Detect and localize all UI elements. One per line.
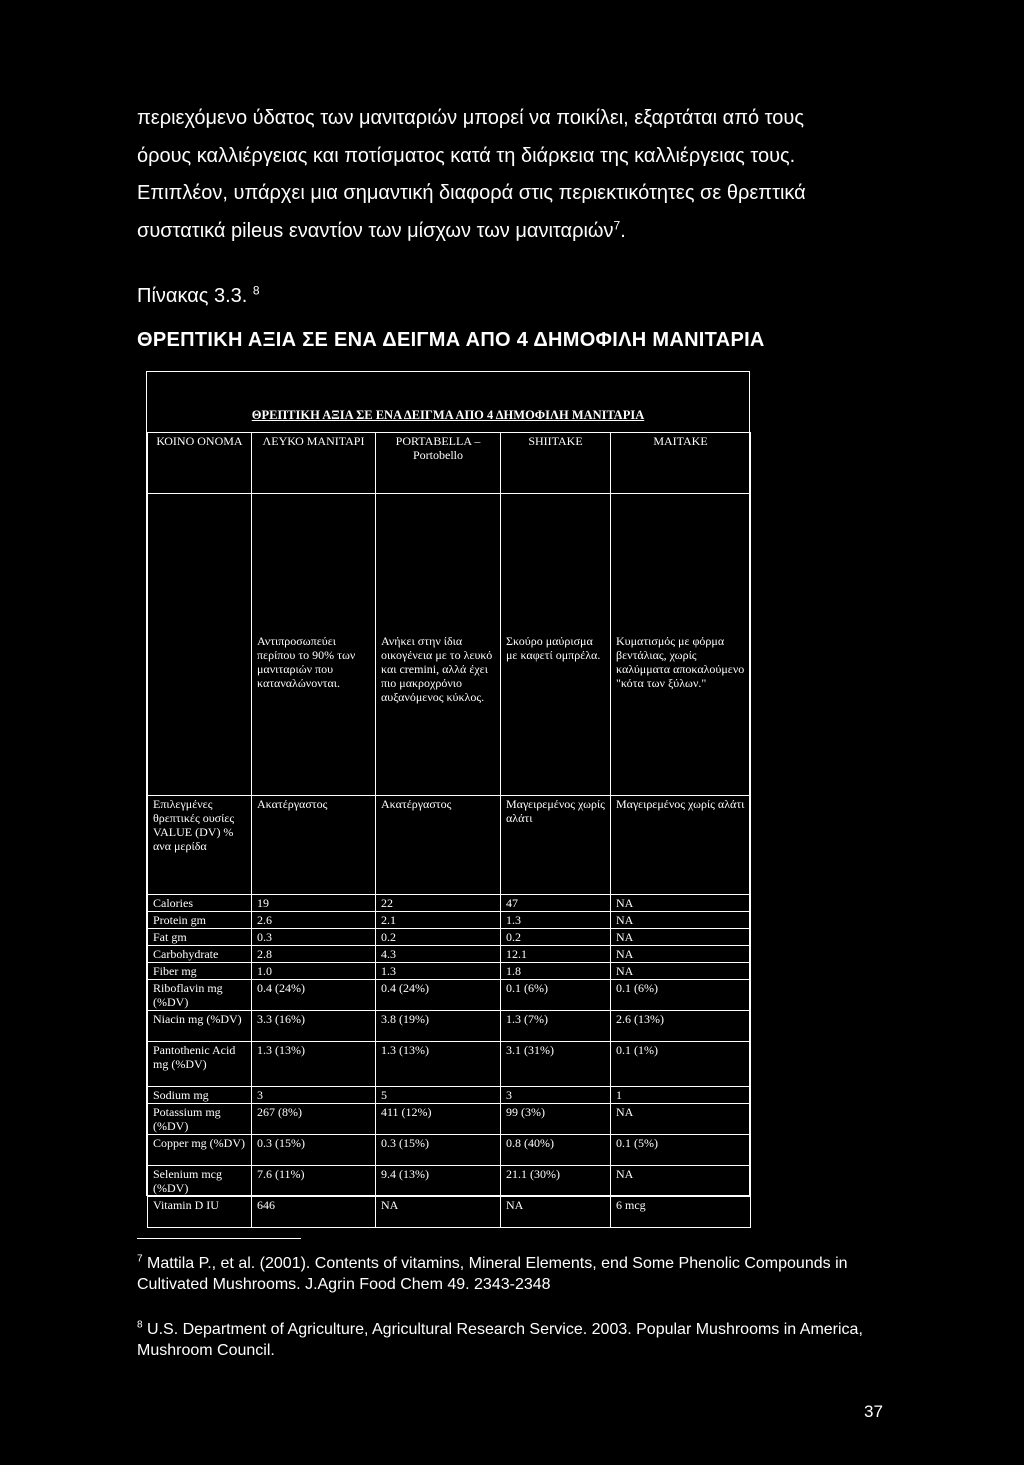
table-title: ΘΡΕΠΤΙΚΗ ΑΞΙΑ ΣΕ ΕΝΑ ΔΕΙΓΜΑ ΑΠΟ 4 ΔΗΜΟΦΙΛΗ ΜΑΝΙΤΑΡΙΑ	[137, 329, 765, 351]
description-cell: Σκούρο μαύρισμα με καφετί ομπρέλα.	[501, 494, 611, 796]
nutrient-name-cell: Protein gm	[148, 912, 252, 929]
value-cell: 0.1 (5%)	[611, 1135, 751, 1166]
paragraph-line: συστατικά pileus εναντίον των μίσχων των μανιταριών	[137, 219, 614, 242]
header-cell: ΚΟΙΝΟ ΟΝΟΜΑ	[148, 433, 252, 494]
value-cell: 5	[376, 1087, 501, 1104]
table-row	[148, 1087, 751, 1104]
paragraph-last-line	[137, 213, 897, 251]
footnote-ref-8[interactable]: 8	[252, 283, 260, 298]
paragraph-line: Επιπλέον, υπάρχει μια σημαντική διαφορά στις περιεκτικότητες σε θρεπτικά	[137, 182, 806, 204]
nutrient-name-cell: Carbohydrate	[148, 946, 252, 963]
description-cell: Κυματισμός με φόρμα βεντάλιας, χωρίς καλύμματα αποκαλούμενο "κότα των ξύλων."	[611, 494, 751, 796]
table-label	[137, 285, 260, 308]
processing-cell: Ακατέργαστος	[252, 796, 376, 895]
value-cell: 6 mcg	[611, 1197, 751, 1228]
value-cell: 1.3 (13%)	[376, 1042, 501, 1087]
footnote-marker: 7	[137, 1253, 143, 1265]
value-cell: 3.8 (19%)	[376, 1011, 501, 1042]
value-cell: 1.3	[501, 912, 611, 929]
nutrient-name-cell: Sodium mg	[148, 1087, 252, 1104]
value-cell: 1.3 (7%)	[501, 1011, 611, 1042]
value-cell: 0.3	[252, 929, 376, 946]
table-row	[148, 912, 751, 929]
value-cell: 1.0	[252, 963, 376, 980]
description-cell	[148, 494, 252, 796]
value-cell: 0.4 (24%)	[376, 980, 501, 1011]
value-cell: NA	[376, 1197, 501, 1228]
value-cell: 0.3 (15%)	[252, 1135, 376, 1166]
paragraph-line: περιεχόμενο ύδατος των μανιταριών μπορεί να ποικίλει, εξαρτάται από τους	[137, 107, 804, 129]
table-row	[148, 1135, 751, 1166]
value-cell: 3	[252, 1087, 376, 1104]
value-cell: 0.2	[501, 929, 611, 946]
value-cell: 3.1 (31%)	[501, 1042, 611, 1087]
nutrient-name-cell: Copper mg (%DV)	[148, 1135, 252, 1166]
value-cell: 47	[501, 895, 611, 912]
value-cell: NA	[611, 1166, 751, 1197]
value-cell: NA	[611, 963, 751, 980]
value-cell: NA	[611, 895, 751, 912]
value-cell: 646	[252, 1197, 376, 1228]
value-cell: 1	[611, 1087, 751, 1104]
nutrient-name-cell: Potassium mg (%DV)	[148, 1104, 252, 1135]
nutrient-name-cell: Niacin mg (%DV)	[148, 1011, 252, 1042]
value-cell: NA	[611, 929, 751, 946]
table-row	[148, 895, 751, 912]
value-cell: 21.1 (30%)	[501, 1166, 611, 1197]
value-cell: 7.6 (11%)	[252, 1166, 376, 1197]
value-cell: 0.1 (6%)	[611, 980, 751, 1011]
value-cell: 411 (12%)	[376, 1104, 501, 1135]
footnote-divider	[137, 1238, 301, 1239]
body-paragraph	[137, 100, 897, 250]
nutrition-table-image	[146, 371, 750, 1212]
nutrient-name-cell: Vitamin D IU	[148, 1197, 252, 1228]
value-cell: 2.6 (13%)	[611, 1011, 751, 1042]
processing-cell: Ακατέργαστος	[376, 796, 501, 895]
nutrient-name-cell: Calories	[148, 895, 252, 912]
value-cell: 2.1	[376, 912, 501, 929]
nutrient-name-cell: Riboflavin mg (%DV)	[148, 980, 252, 1011]
value-cell: 22	[376, 895, 501, 912]
footnote-7	[137, 1254, 897, 1295]
header-cell: MAITAKE	[611, 433, 751, 494]
paragraph-line: όρους καλλιέργειας και ποτίσματος κατά τη διάρκεια της καλλιέργειας τους.	[137, 144, 796, 167]
table-row	[148, 963, 751, 980]
footnote-ref-7[interactable]: 7	[613, 217, 621, 232]
table-row	[148, 1042, 751, 1087]
value-cell: 1.8	[501, 963, 611, 980]
value-cell: 0.8 (40%)	[501, 1135, 611, 1166]
processing-cell: Μαγειρεμένος χωρίς αλάτι	[501, 796, 611, 895]
value-cell: 0.1 (1%)	[611, 1042, 751, 1087]
header-cell: SHIITAKE	[501, 433, 611, 494]
table-row	[148, 929, 751, 946]
table-inner-title: ΘΡΕΠΤΙΚΗ ΑΞΙΑ ΣΕ ΕΝΑ ΔΕΙΓΜΑ ΑΠΟ 4 ΔΗΜΟΦΙΛΗ ΜΑΝΙΤΑΡΙΑ	[251, 408, 645, 422]
page-number: 37	[864, 1402, 883, 1421]
processing-cell: Επιλεγμένες θρεπτικές ουσίες VALUE (DV) % ανα μερίδα	[148, 796, 252, 895]
table-row	[148, 980, 751, 1011]
value-cell: 1.3 (13%)	[252, 1042, 376, 1087]
header-cell: PORTABELLA – Portobello	[376, 433, 501, 494]
nutrient-name-cell: Selenium mcg (%DV)	[148, 1166, 252, 1197]
nutrient-name-cell: Fat gm	[148, 929, 252, 946]
processing-cell: Μαγειρεμένος χωρίς αλάτι	[611, 796, 751, 895]
header-cell: ΛΕΥΚΟ ΜΑΝΙΤΑΡΙ	[252, 433, 376, 494]
value-cell: 3.3 (16%)	[252, 1011, 376, 1042]
table-header-row	[148, 433, 751, 494]
table-row	[148, 1166, 751, 1197]
value-cell: 2.6	[252, 912, 376, 929]
value-cell: NA	[501, 1197, 611, 1228]
value-cell: 0.1 (6%)	[501, 980, 611, 1011]
value-cell: 267 (8%)	[252, 1104, 376, 1135]
nutrient-name-cell: Pantothenic Acid mg (%DV)	[148, 1042, 252, 1087]
table-row	[148, 946, 751, 963]
table-row	[148, 1011, 751, 1042]
value-cell: 0.2	[376, 929, 501, 946]
table-label-text: Πίνακας 3.3.	[137, 285, 248, 307]
value-cell: 4.3	[376, 946, 501, 963]
value-cell: 12.1	[501, 946, 611, 963]
table-row	[148, 1197, 751, 1228]
table-processing-row	[148, 796, 751, 895]
footnote-text: U.S. Department of Agriculture, Agricultural Research Service. 2003. Popular Mushrooms in America, Mushroom Council.	[137, 1321, 863, 1359]
table-row	[148, 1104, 751, 1135]
table-description-row	[148, 494, 751, 796]
value-cell: 1.3	[376, 963, 501, 980]
value-cell: 0.4 (24%)	[252, 980, 376, 1011]
value-cell: NA	[611, 1104, 751, 1135]
value-cell: 19	[252, 895, 376, 912]
nutrient-name-cell: Fiber mg	[148, 963, 252, 980]
value-cell: NA	[611, 946, 751, 963]
description-cell: Ανήκει στην ίδια οικογένεια με το λευκό και cremini, αλλά έχει πιο μακροχρόνιο αυξανόμενος κύκλος.	[376, 494, 501, 796]
nutrition-table	[147, 432, 751, 1228]
paragraph-end: .	[620, 219, 626, 242]
value-cell: NA	[611, 912, 751, 929]
description-cell: Αντιπροσωπεύει περίπου το 90% των μανιταριών που καταναλώνονται.	[252, 494, 376, 796]
value-cell: 0.3 (15%)	[376, 1135, 501, 1166]
footnote-8	[137, 1320, 897, 1361]
value-cell: 99 (3%)	[501, 1104, 611, 1135]
value-cell: 2.8	[252, 946, 376, 963]
value-cell: 3	[501, 1087, 611, 1104]
value-cell: 9.4 (13%)	[376, 1166, 501, 1197]
footnote-text: Mattila P., et al. (2001). Contents of vitamins, Mineral Elements, end Some Phenolic Compounds in Cultivated Mushrooms. J.Agrin Food Chem 49. 2343-2348	[137, 1255, 848, 1293]
footnote-marker: 8	[137, 1319, 143, 1331]
